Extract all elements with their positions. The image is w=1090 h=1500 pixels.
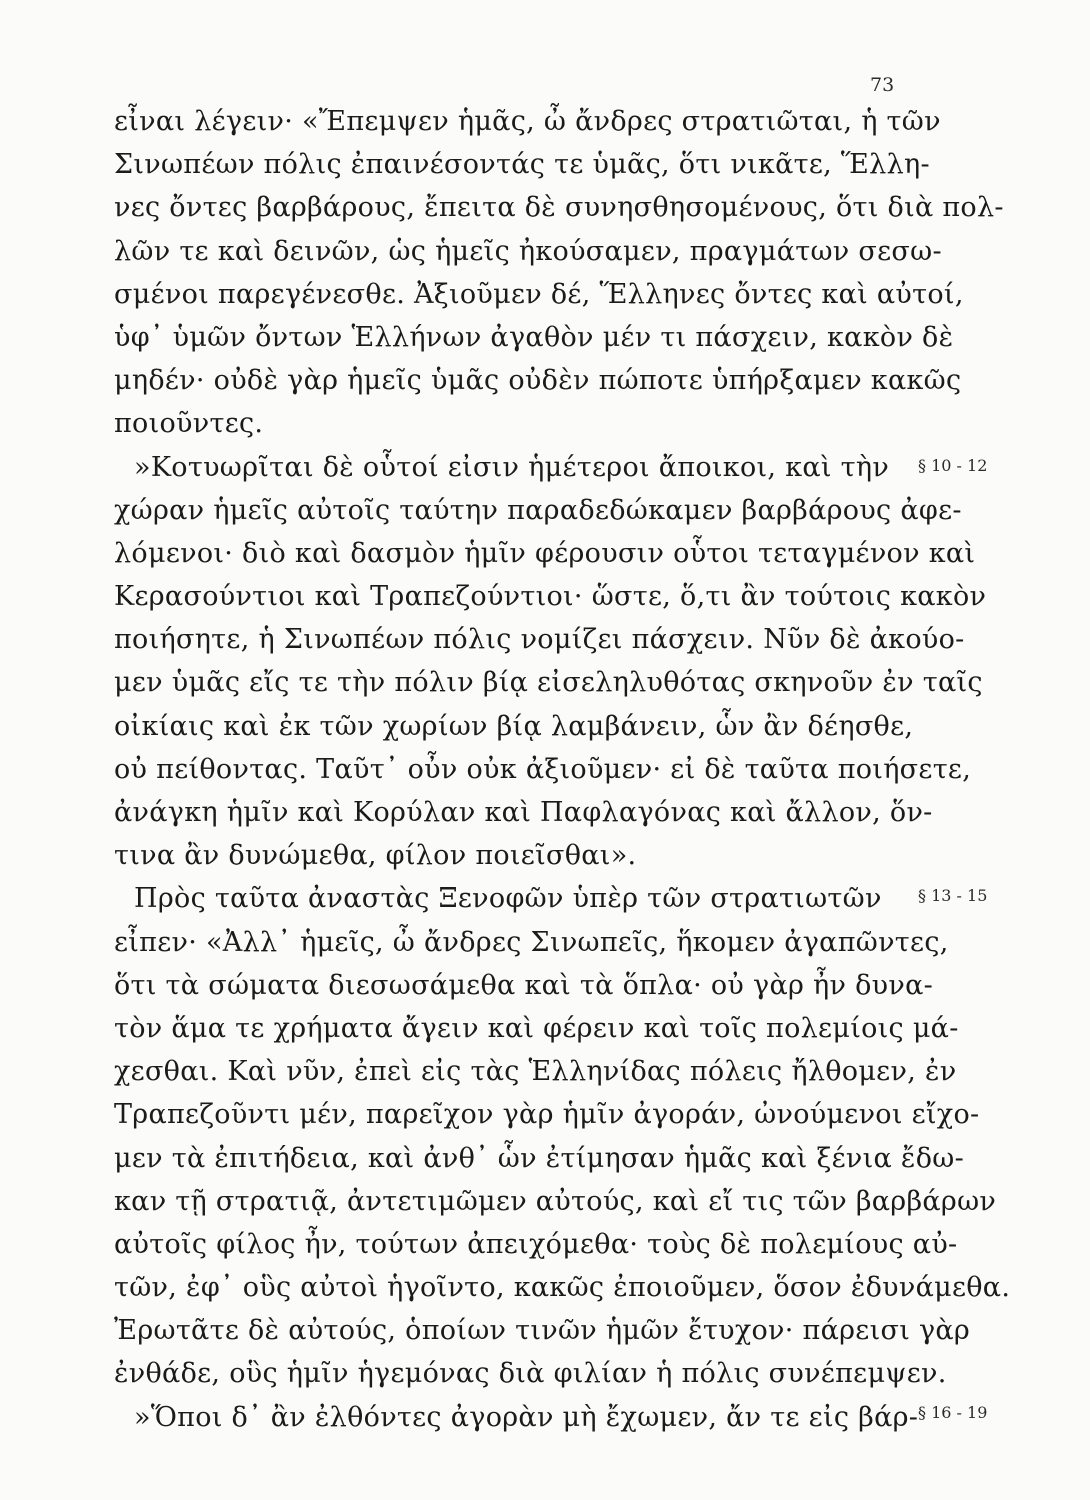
text-line: Κερασούντιοι καὶ Τραπεζούντιοι· ὥστε, ὅ,τι ἂν τούτοις κακὸν bbox=[114, 581, 987, 613]
text-line: ποιοῦντες. bbox=[114, 408, 264, 440]
section-marker: § 13 - 15 bbox=[918, 886, 988, 905]
text-line: μεν ὑμᾶς εἴς τε τὴν πόλιν βίᾳ εἰσεληλυθότας σκηνοῦν ἐν ταῖς bbox=[114, 667, 983, 699]
section-marker: § 16 - 19 bbox=[918, 1403, 988, 1422]
text-line: αὐτοῖς φίλος ἦν, τούτων ἀπειχόμεθα· τοὺς δὲ πολεμίους αὐ- bbox=[114, 1228, 958, 1260]
text-line: μηδέν· οὐδὲ γὰρ ἡμεῖς ὑμᾶς οὐδὲν πώποτε ὑπήρξαμεν κακῶς bbox=[114, 365, 962, 397]
text-line: Ἐρωτᾶτε δὲ αὐτούς, ὁποίων τινῶν ἡμῶν ἔτυχον· πάρεισι γὰρ bbox=[114, 1315, 971, 1347]
text-line: οἰκίαις καὶ ἐκ τῶν χωρίων βίᾳ λαμβάνειν, ὧν ἂν δέησθε, bbox=[114, 710, 914, 742]
text-line: ὅτι τὰ σώματα διεσωσάμεθα καὶ τὰ ὅπλα· οὐ γὰρ ἦν δυνα- bbox=[114, 969, 934, 1001]
page-number: 73 bbox=[870, 74, 895, 96]
text-line: Σινωπέων πόλις ἐπαινέσοντάς τε ὑμᾶς, ὅτι νικᾶτε, Ἕλλη- bbox=[114, 149, 930, 181]
text-line: »Κοτυωρῖται δὲ οὗτοί εἰσιν ἡμέτεροι ἄποικοι, καὶ τὴν bbox=[134, 451, 890, 483]
text-line: Πρὸς ταῦτα ἀναστὰς Ξενοφῶν ὑπὲρ τῶν στρατιωτῶν bbox=[134, 883, 882, 915]
text-line: σμένοι παρεγένεσθε. Ἀξιοῦμεν δέ, Ἕλληνες ὄντες καὶ αὐτοί, bbox=[114, 278, 964, 310]
text-line: ἀνάγκη ἡμῖν καὶ Κορύλαν καὶ Παφλαγόνας καὶ ἄλλον, ὅν- bbox=[114, 797, 933, 828]
text-line: τὸν ἅμα τε χρήματα ἄγειν καὶ φέρειν καὶ τοῖς πολεμίοις μά- bbox=[114, 1012, 959, 1044]
text-line: χεσθαι. Καὶ νῦν, ἐπεὶ εἰς τὰς Ἑλληνίδας πόλεις ἤλθομεν, ἐν bbox=[114, 1056, 957, 1088]
text-line: τινα ἂν δυνώμεθα, φίλον ποιεῖσθαι». bbox=[114, 840, 637, 872]
text-line: λόμενοι· διὸ καὶ δασμὸν ἡμῖν φέρουσιν οὗτοι τεταγμένον καὶ bbox=[114, 537, 976, 569]
text-line: χώραν ἡμεῖς αὐτοῖς ταύτην παραδεδώκαμεν βαρβάρους ἀφε- bbox=[114, 494, 962, 526]
text-line: ἐνθάδε, οὓς ἡμῖν ἡγεμόνας διὰ φιλίαν ἡ πόλις συνέπεμψεν. bbox=[114, 1358, 947, 1390]
text-line: εἶναι λέγειν· «Ἔπεμψεν ἡμᾶς, ὦ ἄνδρες στρατιῶται, ἡ τῶν bbox=[114, 106, 941, 137]
text-line: λῶν τε καὶ δεινῶν, ὡς ἡμεῖς ἠκούσαμεν, πραγμάτων σεσω- bbox=[114, 235, 942, 267]
text-line: καν τῇ στρατιᾷ, ἀντετιμῶμεν αὐτούς, καὶ εἴ τις τῶν βαρβάρων bbox=[114, 1185, 997, 1217]
section-marker: § 10 - 12 bbox=[918, 456, 988, 475]
text-line: Τραπεζοῦντι μέν, παρεῖχον γὰρ ἡμῖν ἀγοράν, ὠνούμενοι εἴχο- bbox=[114, 1099, 980, 1131]
text-line: τῶν, ἐφ᾽ οὓς αὐτοὶ ἡγοῖντο, κακῶς ἐποιοῦμεν, ὅσον ἐδυνάμεθα. bbox=[114, 1272, 1011, 1304]
text-line: ποιήσητε, ἡ Σινωπέων πόλις νομίζει πάσχειν. Νῦν δὲ ἀκούο- bbox=[114, 624, 965, 656]
text-line: ὑφ᾽ ὑμῶν ὄντων Ἑλλήνων ἀγαθὸν μέν τι πάσχειν, κακὸν δὲ bbox=[114, 321, 954, 353]
text-line: νες ὄντες βαρβάρους, ἔπειτα δὲ συνησθησομένους, ὅτι διὰ πολ- bbox=[114, 192, 1004, 224]
text-line: »Ὅποι δ᾽ ἂν ἐλθόντες ἀγορὰν μὴ ἔχωμεν, ἄν τε εἰς βάρ- bbox=[134, 1401, 919, 1433]
text-line: μεν τὰ ἐπιτήδεια, καὶ ἀνθ᾽ ὧν ἐτίμησαν ἡμᾶς καὶ ξένια ἔδω- bbox=[114, 1142, 965, 1174]
text-line: οὐ πείθοντας. Ταῦτ᾽ οὖν οὐκ ἀξιοῦμεν· εἰ δὲ ταῦτα ποιήσετε, bbox=[114, 753, 972, 785]
text-line: εἶπεν· «Ἀλλ᾽ ἡμεῖς, ὦ ἄνδρες Σινωπεῖς, ἥκομεν ἀγαπῶντες, bbox=[114, 926, 949, 958]
